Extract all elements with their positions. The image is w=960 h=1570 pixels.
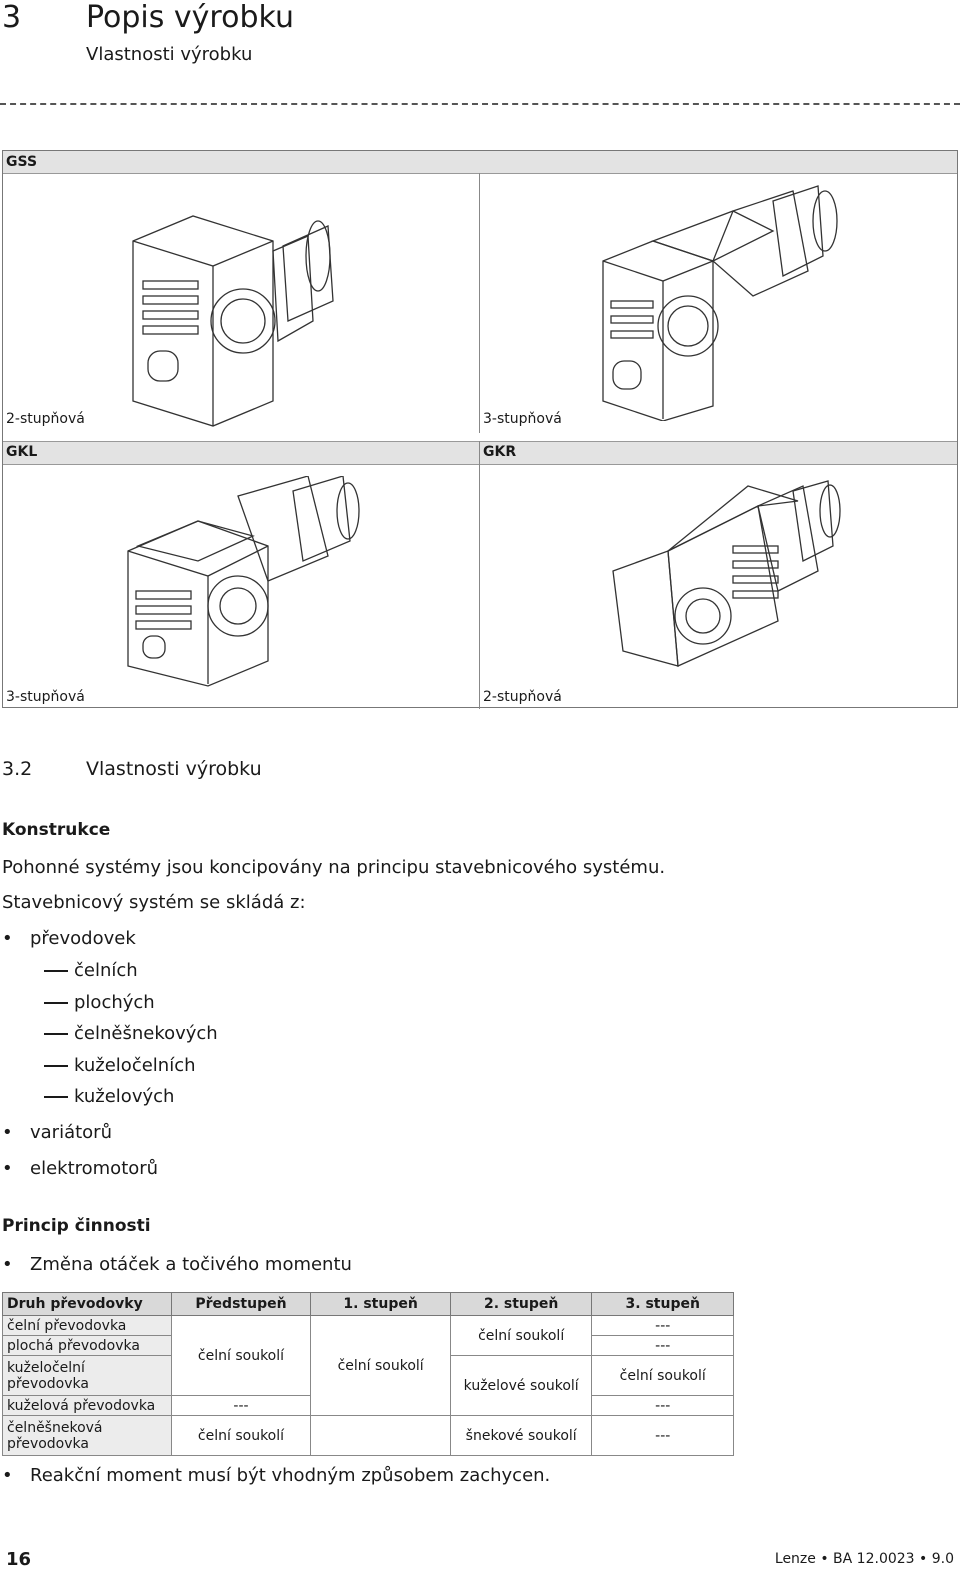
band-label-gkr: GKR bbox=[483, 444, 517, 460]
paragraph-modular-intro: Pohonné systémy jsou koncipovány na principu stavebnicového systému. bbox=[2, 857, 666, 878]
cell-stage3: --- bbox=[592, 1396, 734, 1416]
cell-stage2: šnekové soukolí bbox=[450, 1416, 592, 1456]
cell-stage3: --- bbox=[592, 1416, 734, 1456]
row-type: kuželočelní převodovka bbox=[3, 1356, 172, 1396]
bullet-motors bbox=[2, 1158, 158, 1179]
bullet-text: Změna otáček a točivého momentu bbox=[30, 1254, 352, 1275]
cell-stage3: --- bbox=[592, 1336, 734, 1356]
chapter-number: 3 bbox=[2, 0, 22, 35]
chapter-title: Popis výrobku bbox=[86, 0, 294, 35]
row-type: čelní převodovka bbox=[3, 1316, 172, 1336]
bullet-text: převodovek bbox=[30, 928, 136, 949]
dash-marker bbox=[44, 1096, 68, 1098]
sub-item-text: kuželových bbox=[74, 1086, 175, 1107]
bullet-dot: • bbox=[2, 1254, 13, 1275]
caption-gss-3stage: 3-stupňová bbox=[483, 411, 562, 427]
gear-stage-table bbox=[2, 1292, 734, 1456]
sub-item-text: kuželočelních bbox=[74, 1055, 196, 1076]
gearbox-drawing-gss-3stage bbox=[593, 181, 853, 421]
header-prestage: Předstupeň bbox=[171, 1293, 311, 1316]
gearbox-drawing-gkr-2stage bbox=[608, 476, 848, 691]
header-stage-2: 2. stupeň bbox=[450, 1293, 592, 1316]
band-label-gss: GSS bbox=[6, 154, 38, 170]
caption-gkl-3stage: 3-stupňová bbox=[6, 689, 85, 705]
chapter-subtitle: Vlastnosti výrobku bbox=[86, 44, 253, 65]
sub-item-text: čelněšnekových bbox=[74, 1023, 218, 1044]
cell-stage1-merged: čelní soukolí bbox=[311, 1316, 451, 1416]
cell-prestage: čelní soukolí bbox=[171, 1416, 311, 1456]
bullet-gearboxes bbox=[2, 928, 136, 949]
document-reference: Lenze • BA 12.0023 • 9.0 bbox=[774, 1551, 954, 1567]
gearbox-figure bbox=[2, 150, 958, 708]
figure-band-bottom bbox=[3, 441, 957, 465]
header-stage-1: 1. stupeň bbox=[311, 1293, 451, 1316]
figure-divider-top bbox=[479, 173, 480, 433]
sub-item bbox=[44, 1055, 196, 1076]
table-row bbox=[3, 1416, 734, 1456]
section-number: 3.2 bbox=[2, 758, 33, 780]
gearbox-drawing-gkl-3stage bbox=[118, 476, 363, 691]
heading-konstrukce: Konstrukce bbox=[2, 820, 111, 840]
cell-stage3: čelní soukolí bbox=[592, 1356, 734, 1396]
dash-marker bbox=[44, 1033, 68, 1035]
row-type: čelněšneková převodovka bbox=[3, 1416, 172, 1456]
dash-marker bbox=[44, 970, 68, 972]
table-header-row bbox=[3, 1293, 734, 1316]
bullet-text: Reakční moment musí být vhodným způsobem zachycen. bbox=[30, 1465, 551, 1486]
figure-band-top bbox=[3, 151, 957, 174]
sub-item-text: plochých bbox=[74, 992, 155, 1013]
sub-item-text: čelních bbox=[74, 960, 138, 981]
caption-gss-2stage: 2-stupňová bbox=[6, 411, 85, 427]
cell-stage1-empty bbox=[311, 1416, 451, 1456]
section-title: Vlastnosti výrobku bbox=[86, 758, 262, 780]
paragraph-modular-consists: Stavebnicový systém se skládá z: bbox=[2, 892, 306, 913]
bullet-text: variátorů bbox=[30, 1122, 112, 1143]
cell-stage2: kuželové soukolí bbox=[450, 1356, 592, 1416]
table-row bbox=[3, 1316, 734, 1336]
gearbox-drawing-gss-2stage bbox=[113, 201, 343, 441]
sub-item bbox=[44, 1023, 218, 1044]
bullet-speed-torque bbox=[2, 1254, 352, 1275]
sub-item bbox=[44, 960, 138, 981]
bullet-dot: • bbox=[2, 928, 13, 949]
dash-marker bbox=[44, 1002, 68, 1004]
bullet-dot: • bbox=[2, 1158, 13, 1179]
caption-gkr-2stage: 2-stupňová bbox=[483, 689, 562, 705]
band-label-gkl: GKL bbox=[6, 444, 38, 460]
row-type: kuželová převodovka bbox=[3, 1396, 172, 1416]
bullet-text: elektromotorů bbox=[30, 1158, 159, 1179]
dash-marker bbox=[44, 1065, 68, 1067]
header-stage-3: 3. stupeň bbox=[592, 1293, 734, 1316]
cell-stage2-merged: čelní soukolí bbox=[450, 1316, 592, 1356]
sub-item bbox=[44, 992, 155, 1013]
cell-stage3: --- bbox=[592, 1316, 734, 1336]
bullet-dot: • bbox=[2, 1465, 13, 1486]
sub-item bbox=[44, 1086, 174, 1107]
figure-divider-bottom bbox=[479, 441, 480, 709]
cell-prestage-merged: čelní soukolí bbox=[171, 1316, 311, 1396]
header-gear-type: Druh převodovky bbox=[3, 1293, 172, 1316]
page-number: 16 bbox=[6, 1549, 32, 1570]
header-dashed-rule bbox=[0, 103, 960, 105]
bullet-variators bbox=[2, 1122, 112, 1143]
row-type: plochá převodovka bbox=[3, 1336, 172, 1356]
heading-principle: Princip činnosti bbox=[2, 1216, 151, 1236]
bullet-dot: • bbox=[2, 1122, 13, 1143]
cell-prestage: --- bbox=[171, 1396, 311, 1416]
bullet-reaction-torque bbox=[2, 1465, 550, 1486]
